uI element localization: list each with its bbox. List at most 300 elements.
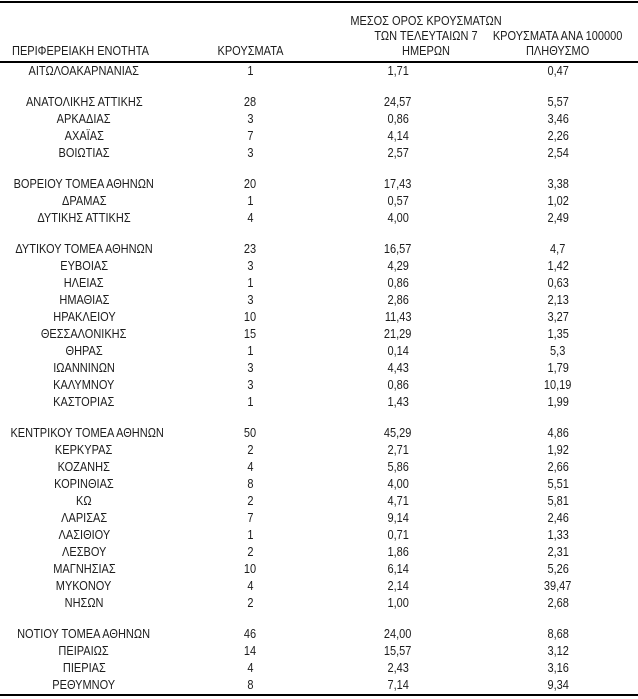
cell-text: 16,57 [384,242,412,256]
cell-avg-cases-last-7-days [332,442,456,459]
cell-cases [168,63,332,80]
table-row [0,459,638,476]
cell-regional-unit [0,476,168,493]
cell-regional-unit [0,241,168,258]
table-row [0,63,638,80]
cell-text: 21,29 [384,327,412,341]
cell-avg-cases-last-7-days [332,94,456,111]
cell-cases [168,493,332,510]
cell-text: ΘΕΣΣΑΛΟΝΙΚΗΣ [41,327,127,341]
cell-avg-cases-last-7-days [332,544,456,561]
cell-cases-per-100000 [456,111,638,128]
table-row [0,394,638,411]
cell-text: 2,13 [547,293,569,307]
column-header-line: ΗΜΕΡΩΝ [402,44,450,58]
cell-cases [168,241,332,258]
cell-text: ΒΟΙΩΤΙΑΣ [58,146,110,160]
cell-text: ΛΕΣΒΟΥ [61,545,107,559]
cell-text: 2 [246,494,254,508]
cell-regional-unit [0,275,168,292]
cell-regional-unit [0,425,168,442]
cell-text: 2,46 [547,511,569,525]
table-row [0,677,638,694]
cell-text: 2,26 [547,129,569,143]
column-header-line: ΠΕΡΙΦΕΡΕΙΑΚΗ ΕΝΟΤΗΤΑ [12,44,149,58]
cell-cases [168,360,332,377]
cell-text: ΗΛΕΙΑΣ [64,276,104,290]
cell-avg-cases-last-7-days [332,63,456,80]
cell-avg-cases-last-7-days [332,326,456,343]
cell-cases [168,193,332,210]
table-row [0,425,638,442]
cell-avg-cases-last-7-days [332,111,456,128]
table-header-row [0,3,638,61]
cell-cases-per-100000 [456,275,638,292]
table-row [0,493,638,510]
cell-avg-cases-last-7-days [332,510,456,527]
cell-text: 1,42 [547,259,569,273]
cell-text: 1,79 [547,361,569,375]
cell-text: ΑΝΑΤΟΛΙΚΗΣ ΑΤΤΙΚΗΣ [25,95,143,109]
cell-text: 24,00 [384,627,412,641]
cell-cases-per-100000 [456,360,638,377]
cell-text: ΚΑΛΥΜΝΟΥ [53,378,115,392]
cell-cases [168,176,332,193]
cell-regional-unit [0,595,168,612]
cell-cases [168,626,332,643]
cell-avg-cases-last-7-days [332,578,456,595]
cell-regional-unit [0,377,168,394]
table-row [0,626,638,643]
cell-avg-cases-last-7-days [332,626,456,643]
cell-text: 46 [243,627,257,641]
cell-text: 2,66 [547,460,569,474]
cell-text: ΛΑΣΙΘΙΟΥ [58,528,110,542]
cell-regional-unit [0,510,168,527]
cell-avg-cases-last-7-days [332,425,456,442]
column-header-text [350,14,501,59]
cell-regional-unit [0,442,168,459]
cell-cases [168,292,332,309]
cell-avg-cases-last-7-days [332,459,456,476]
cell-text: ΗΜΑΘΙΑΣ [59,293,109,307]
cell-text: ΝΗΣΩΝ [64,596,104,610]
cell-text: ΚΑΣΤΟΡΙΑΣ [53,395,115,409]
cell-text: 4 [246,460,254,474]
column-header-regional-unit [0,44,168,61]
cell-text: 6,14 [387,562,409,576]
cell-text: 2,31 [547,545,569,559]
cell-avg-cases-last-7-days [332,377,456,394]
table-row [0,595,638,612]
cell-text: 1,99 [547,395,569,409]
cell-text: ΒΟΡΕΙΟΥ ΤΟΜΕΑ ΑΘΗΝΩΝ [13,177,155,191]
cell-cases [168,309,332,326]
table-row [0,343,638,360]
cell-text: 24,57 [384,95,412,109]
cell-text: 28 [243,95,257,109]
cell-cases [168,561,332,578]
bottom-rule [0,694,638,696]
cell-text: 8 [246,678,254,692]
table-row [0,643,638,660]
cell-text: 5,57 [547,95,569,109]
cell-text: 0,86 [387,276,409,290]
cell-cases-per-100000 [456,377,638,394]
cell-text: 3,38 [547,177,569,191]
cell-text: ΠΕΙΡΑΙΩΣ [58,644,110,658]
cell-regional-unit [0,626,168,643]
cell-cases [168,578,332,595]
cell-text: 3,46 [547,112,569,126]
table-row [0,561,638,578]
cell-text: 3,16 [547,661,569,675]
cell-regional-unit [0,561,168,578]
cell-text: 2,49 [547,211,569,225]
cell-cases [168,394,332,411]
cell-text: 4,00 [387,477,409,491]
cell-cases [168,442,332,459]
cell-text: 0,14 [387,344,409,358]
cell-cases-per-100000 [456,544,638,561]
cell-text: 50 [243,426,257,440]
column-header-line: ΠΛΗΘΥΣΜΟ [526,44,590,58]
cell-text: 8,68 [547,627,569,641]
cell-regional-unit [0,210,168,227]
cell-avg-cases-last-7-days [332,241,456,258]
cell-text: 2 [246,545,254,559]
cell-cases-per-100000 [456,63,638,80]
cell-avg-cases-last-7-days [332,677,456,694]
cell-cases-per-100000 [456,442,638,459]
cell-text: 4,00 [387,211,409,225]
cell-avg-cases-last-7-days [332,128,456,145]
group-separator [0,411,638,425]
cell-text: ΝΟΤΙΟΥ ΤΟΜΕΑ ΑΘΗΝΩΝ [17,627,151,641]
cell-regional-unit [0,643,168,660]
cell-text: 1,92 [547,443,569,457]
cell-text: 5,3 [550,344,566,358]
cell-text: 17,43 [384,177,412,191]
cell-text: 5,86 [387,460,409,474]
cell-cases [168,258,332,275]
cell-text: ΔΥΤΙΚΟΥ ΤΟΜΕΑ ΑΘΗΝΩΝ [15,242,153,256]
cell-text: 2,43 [387,661,409,675]
cell-text: ΛΑΡΙΣΑΣ [60,511,108,525]
cell-cases [168,326,332,343]
cell-cases-per-100000 [456,309,638,326]
cell-text: ΙΩΑΝΝΙΝΩΝ [53,361,115,375]
cell-text: 0,86 [387,378,409,392]
cell-text: 2,14 [387,579,409,593]
cell-text: 0,86 [387,112,409,126]
group-separator [0,612,638,626]
column-header-line: ΚΡΟΥΣΜΑΤΑ ΑΝΑ 100000 [493,29,623,43]
cell-text: 4,43 [387,361,409,375]
cell-cases [168,544,332,561]
cell-text: 2,54 [547,146,569,160]
cell-avg-cases-last-7-days [332,145,456,162]
cell-text: ΜΥΚΟΝΟΥ [56,579,112,593]
cell-text: 1 [246,528,254,542]
cell-text: 39,47 [544,579,572,593]
cell-cases [168,660,332,677]
cell-cases-per-100000 [456,578,638,595]
cell-cases [168,527,332,544]
cell-cases-per-100000 [456,476,638,493]
cell-text: ΚΕΡΚΥΡΑΣ [55,443,113,457]
cell-text: 4 [246,661,254,675]
table-row [0,176,638,193]
cell-cases [168,343,332,360]
cell-avg-cases-last-7-days [332,343,456,360]
cell-text: ΔΥΤΙΚΗΣ ΑΤΤΙΚΗΣ [37,211,131,225]
column-header-avg-cases-last-7-days [332,14,502,61]
cell-cases-per-100000 [456,677,638,694]
cell-cases-per-100000 [456,210,638,227]
table-row [0,544,638,561]
cell-text: 10 [243,310,257,324]
cell-avg-cases-last-7-days [332,193,456,210]
cell-text: 1,43 [387,395,409,409]
table-row [0,145,638,162]
cell-text: 2,57 [387,146,409,160]
cell-text: 3 [246,378,254,392]
cell-text: ΚΟΡΙΝΘΙΑΣ [54,477,114,491]
cell-text: 7 [246,511,254,525]
cell-text: 10,19 [544,378,572,392]
table-row [0,360,638,377]
cell-regional-unit [0,459,168,476]
table-body [0,63,638,694]
cell-text: 10 [243,562,257,576]
cell-text: 3,12 [547,644,569,658]
cell-text: 1,86 [387,545,409,559]
cell-cases-per-100000 [456,459,638,476]
cell-text: 4,71 [387,494,409,508]
cell-regional-unit [0,360,168,377]
column-header-text [493,29,623,59]
cell-text: 2,71 [387,443,409,457]
cell-text: ΘΗΡΑΣ [65,344,103,358]
cell-text: 15,57 [384,644,412,658]
table-row [0,275,638,292]
cell-regional-unit [0,578,168,595]
cell-regional-unit [0,94,168,111]
cell-text: 23 [243,242,257,256]
cell-text: 9,14 [387,511,409,525]
cell-text: ΚΩ [76,494,92,508]
column-header-line: ΜΕΣΟΣ ΟΡΟΣ ΚΡΟΥΣΜΑΤΩΝ [350,14,502,28]
table-row [0,377,638,394]
cell-text: 2 [246,596,254,610]
column-header-cases [168,44,332,61]
cell-avg-cases-last-7-days [332,210,456,227]
table-row [0,128,638,145]
cell-text: 5,81 [547,494,569,508]
cell-regional-unit [0,176,168,193]
cell-text: 4,29 [387,259,409,273]
cell-cases [168,595,332,612]
cell-regional-unit [0,63,168,80]
cell-text: 1 [246,395,254,409]
table-row [0,527,638,544]
cell-text: 1,00 [387,596,409,610]
table-row [0,476,638,493]
cell-text: 0,63 [547,276,569,290]
cell-text: 15 [243,327,257,341]
cell-cases [168,425,332,442]
cell-text: 8 [246,477,254,491]
cell-cases [168,111,332,128]
cell-text: 1 [246,194,254,208]
cell-cases [168,145,332,162]
cell-text: 2 [246,443,254,457]
table-row [0,111,638,128]
cell-text: 3 [246,146,254,160]
cell-text: 9,34 [547,678,569,692]
cell-regional-unit [0,660,168,677]
cell-text: 4 [246,579,254,593]
cell-text: 1,02 [547,194,569,208]
table-row [0,292,638,309]
cell-text: 1 [246,344,254,358]
cell-avg-cases-last-7-days [332,258,456,275]
cell-text: 1,35 [547,327,569,341]
table-row [0,258,638,275]
cell-avg-cases-last-7-days [332,527,456,544]
cell-avg-cases-last-7-days [332,476,456,493]
table-row [0,660,638,677]
cell-regional-unit [0,258,168,275]
cell-cases [168,459,332,476]
cell-text: 7,14 [387,678,409,692]
cell-cases-per-100000 [456,343,638,360]
table-row [0,193,638,210]
cell-cases-per-100000 [456,128,638,145]
cell-cases-per-100000 [456,626,638,643]
cell-cases-per-100000 [456,176,638,193]
group-separator [0,162,638,176]
cell-cases [168,94,332,111]
cell-avg-cases-last-7-days [332,292,456,309]
cell-regional-unit [0,527,168,544]
table-row [0,326,638,343]
cell-text: 2,68 [547,596,569,610]
column-header-line: ΤΩΝ ΤΕΛΕΥΤΑΙΩΝ 7 [374,29,478,43]
table-row [0,442,638,459]
cell-cases [168,476,332,493]
cell-cases [168,128,332,145]
cell-regional-unit [0,544,168,561]
column-header-text [12,44,149,59]
table-row [0,510,638,527]
column-header-text [217,44,283,59]
cell-text: 3 [246,293,254,307]
cell-avg-cases-last-7-days [332,643,456,660]
cell-cases-per-100000 [456,145,638,162]
cell-text: ΡΕΘΥΜΝΟΥ [52,678,116,692]
cell-text: 5,26 [547,562,569,576]
cell-text: 0,57 [387,194,409,208]
cell-cases [168,275,332,292]
cell-cases-per-100000 [456,241,638,258]
cell-text: 14 [243,644,257,658]
cell-text: 4,14 [387,129,409,143]
cell-regional-unit [0,394,168,411]
cell-regional-unit [0,145,168,162]
cell-regional-unit [0,193,168,210]
cell-regional-unit [0,677,168,694]
cell-regional-unit [0,128,168,145]
group-separator [0,80,638,94]
table-row [0,210,638,227]
cell-cases-per-100000 [456,94,638,111]
cell-text: ΗΡΑΚΛΕΙΟΥ [52,310,116,324]
cell-cases-per-100000 [456,193,638,210]
cell-regional-unit [0,292,168,309]
cell-text: 11,43 [384,310,412,324]
cell-cases-per-100000 [456,258,638,275]
cell-regional-unit [0,309,168,326]
cell-avg-cases-last-7-days [332,275,456,292]
cell-avg-cases-last-7-days [332,394,456,411]
cell-cases-per-100000 [456,527,638,544]
cell-text: ΚΟΖΑΝΗΣ [57,460,111,474]
cell-avg-cases-last-7-days [332,309,456,326]
cell-avg-cases-last-7-days [332,660,456,677]
cell-avg-cases-last-7-days [332,360,456,377]
cell-regional-unit [0,111,168,128]
cell-avg-cases-last-7-days [332,561,456,578]
table-row [0,309,638,326]
cell-text: ΜΑΓΝΗΣΙΑΣ [52,562,116,576]
cell-cases-per-100000 [456,493,638,510]
column-header-line: ΚΡΟΥΣΜΑΤΑ [217,44,283,58]
cell-text: ΔΡΑΜΑΣ [61,194,107,208]
cell-text: ΑΧΑΪΑΣ [64,129,104,143]
cell-cases-per-100000 [456,510,638,527]
cell-text: 45,29 [384,426,412,440]
table-row [0,94,638,111]
cell-cases-per-100000 [456,643,638,660]
cell-text: 1 [246,64,254,78]
cell-text: ΑΙΤΩΛΟΑΚΑΡΝΑΝΙΑΣ [28,64,140,78]
cell-cases [168,510,332,527]
cell-text: 4,7 [550,242,566,256]
cell-text: 2,86 [387,293,409,307]
cell-cases [168,643,332,660]
cell-text: ΑΡΚΑΔΙΑΣ [57,112,111,126]
cell-text: 3 [246,259,254,273]
cell-text: 4,86 [547,426,569,440]
cell-text: 1,71 [387,64,409,78]
cell-text: 4 [246,211,254,225]
cell-regional-unit [0,326,168,343]
cell-text: ΠΙΕΡΙΑΣ [62,661,106,675]
cell-text: 0,71 [387,528,409,542]
cell-regional-unit [0,343,168,360]
cell-text: 3 [246,112,254,126]
cell-cases [168,377,332,394]
cell-regional-unit [0,493,168,510]
cell-cases-per-100000 [456,292,638,309]
table-row [0,578,638,595]
table-row [0,241,638,258]
cell-text: 7 [246,129,254,143]
cell-cases-per-100000 [456,394,638,411]
cell-text: 1 [246,276,254,290]
